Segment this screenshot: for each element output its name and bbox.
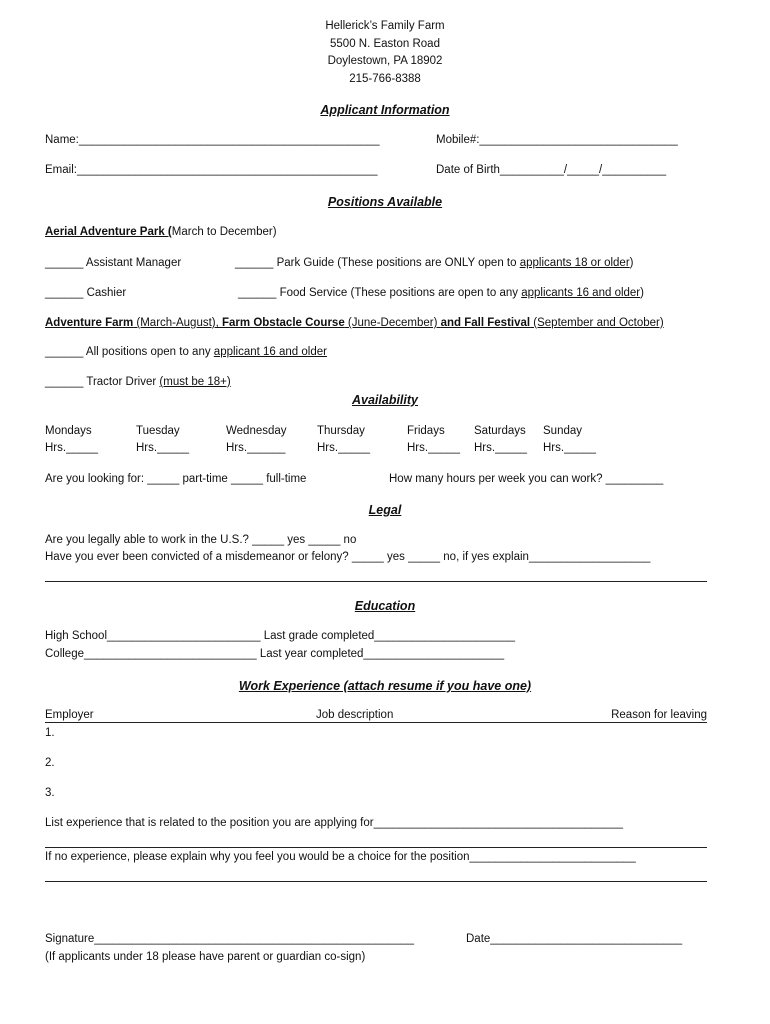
day-tuesday: Tuesday xyxy=(136,425,180,437)
adventure-farm-title: Adventure Farm xyxy=(45,317,134,329)
col-employer: Employer xyxy=(45,709,94,721)
related-experience-line[interactable] xyxy=(45,847,707,848)
work-row-3[interactable]: 3. xyxy=(45,787,55,799)
park-guide-end: ) xyxy=(629,257,634,269)
aerial-park-title: Aerial Adventure Park ( xyxy=(45,226,172,238)
adventure-farm-season: (March-August), xyxy=(133,317,223,329)
obstacle-course-title: Farm Obstacle Course xyxy=(222,317,345,329)
college-field[interactable]: College___________________________ Last year completed______________________ xyxy=(45,648,505,660)
col-job-description: Job description xyxy=(316,709,394,721)
work-row-2[interactable]: 2. xyxy=(45,757,55,769)
food-service-end: ) xyxy=(640,287,644,299)
food-service-option[interactable] xyxy=(238,287,644,301)
fall-festival-title: and Fall Festival xyxy=(440,317,531,329)
signature-date-field[interactable]: Date______________________________ xyxy=(466,933,683,945)
aerial-park-season: March to December) xyxy=(171,226,277,238)
day-wednesday: Wednesday xyxy=(226,425,287,437)
cosign-note: (If applicants under 18 please have parent or guardian co-sign) xyxy=(45,951,366,963)
hrs-wednesday[interactable]: Hrs.______ xyxy=(226,442,286,454)
park-guide-option[interactable] xyxy=(235,257,634,271)
tractor-driver-label: ______ Tractor Driver xyxy=(45,376,160,388)
name-field[interactable]: Name:_______________________________________________ xyxy=(45,134,380,146)
day-fridays: Fridays xyxy=(407,425,445,437)
street-address: 5500 N. Easton Road xyxy=(330,38,440,50)
food-service-label: ______ Food Service (These positions are open to any xyxy=(238,287,522,299)
all-positions-option[interactable] xyxy=(45,346,327,360)
cashier-option[interactable]: ______ Cashier xyxy=(45,287,127,299)
work-row-1[interactable]: 1. xyxy=(45,727,55,739)
day-sunday: Sunday xyxy=(543,425,583,437)
park-guide-label: ______ Park Guide (These positions are ONLY open to xyxy=(235,257,520,269)
city-address: Doylestown, PA 18902 xyxy=(327,55,443,67)
legal-heading: Legal xyxy=(368,503,402,517)
fall-festival-season: (September and October) xyxy=(530,317,664,329)
dob-field[interactable]: Date of Birth__________/_____/__________ xyxy=(436,164,667,176)
hrs-mondays[interactable]: Hrs._____ xyxy=(45,442,99,454)
work-header-underline xyxy=(45,722,707,723)
phone-number: 215-766-8388 xyxy=(349,73,421,85)
employment-type-field[interactable]: Are you looking for: _____ part-time _____ full-time xyxy=(45,473,307,485)
hrs-tuesday[interactable]: Hrs._____ xyxy=(136,442,190,454)
adventure-farm-line xyxy=(45,317,664,331)
positions-heading: Positions Available xyxy=(327,195,443,209)
park-guide-requirement: applicants 18 or older xyxy=(519,257,630,269)
email-field[interactable]: Email:_______________________________________________ xyxy=(45,164,378,176)
tractor-driver-option[interactable] xyxy=(45,376,231,390)
no-experience-line[interactable] xyxy=(45,881,707,882)
work-experience-heading: Work Experience (attach resume if you have one) xyxy=(238,679,532,693)
obstacle-course-season: (June-December) xyxy=(344,317,441,329)
all-positions-label: ______ All positions open to any xyxy=(45,346,214,358)
hrs-saturdays[interactable]: Hrs._____ xyxy=(474,442,528,454)
education-heading: Education xyxy=(354,599,416,613)
conviction-field[interactable]: Have you ever been convicted of a misdemeanor or felony? _____ yes _____ no, if yes explain___________________ xyxy=(45,551,651,563)
food-service-requirement: applicants 16 and older xyxy=(521,287,641,299)
assistant-manager-option[interactable]: ______ Assistant Manager xyxy=(45,257,182,269)
farm-name: Hellerick’s Family Farm xyxy=(325,20,445,32)
tractor-driver-requirement: (must be 18+) xyxy=(159,376,231,388)
hrs-thursday[interactable]: Hrs._____ xyxy=(317,442,371,454)
day-mondays: Mondays xyxy=(45,425,92,437)
conviction-explain-line[interactable] xyxy=(45,581,707,582)
day-saturdays: Saturdays xyxy=(474,425,526,437)
mobile-field[interactable]: Mobile#:_______________________________ xyxy=(436,134,678,146)
col-reason-for-leaving: Reason for leaving xyxy=(611,709,707,721)
day-thursday: Thursday xyxy=(317,425,365,437)
hrs-sunday[interactable]: Hrs._____ xyxy=(543,442,597,454)
related-experience-field[interactable]: List experience that is related to the position you are applying for_______________________________________ xyxy=(45,817,624,829)
hours-per-week-field[interactable]: How many hours per week you can work? _________ xyxy=(389,473,664,485)
no-experience-field[interactable]: If no experience, please explain why you feel you would be a choice for the position__________________________ xyxy=(45,851,636,863)
all-positions-requirement: applicant 16 and older xyxy=(213,346,327,358)
work-authorization-field[interactable]: Are you legally able to work in the U.S.? _____ yes _____ no xyxy=(45,534,357,546)
signature-field[interactable]: Signature__________________________________________________ xyxy=(45,933,415,945)
high-school-field[interactable]: High School________________________ Last grade completed______________________ xyxy=(45,630,516,642)
aerial-park-line xyxy=(45,226,277,240)
hrs-fridays[interactable]: Hrs._____ xyxy=(407,442,461,454)
availability-heading: Availability xyxy=(352,393,418,407)
applicant-info-heading: Applicant Information xyxy=(320,103,450,117)
